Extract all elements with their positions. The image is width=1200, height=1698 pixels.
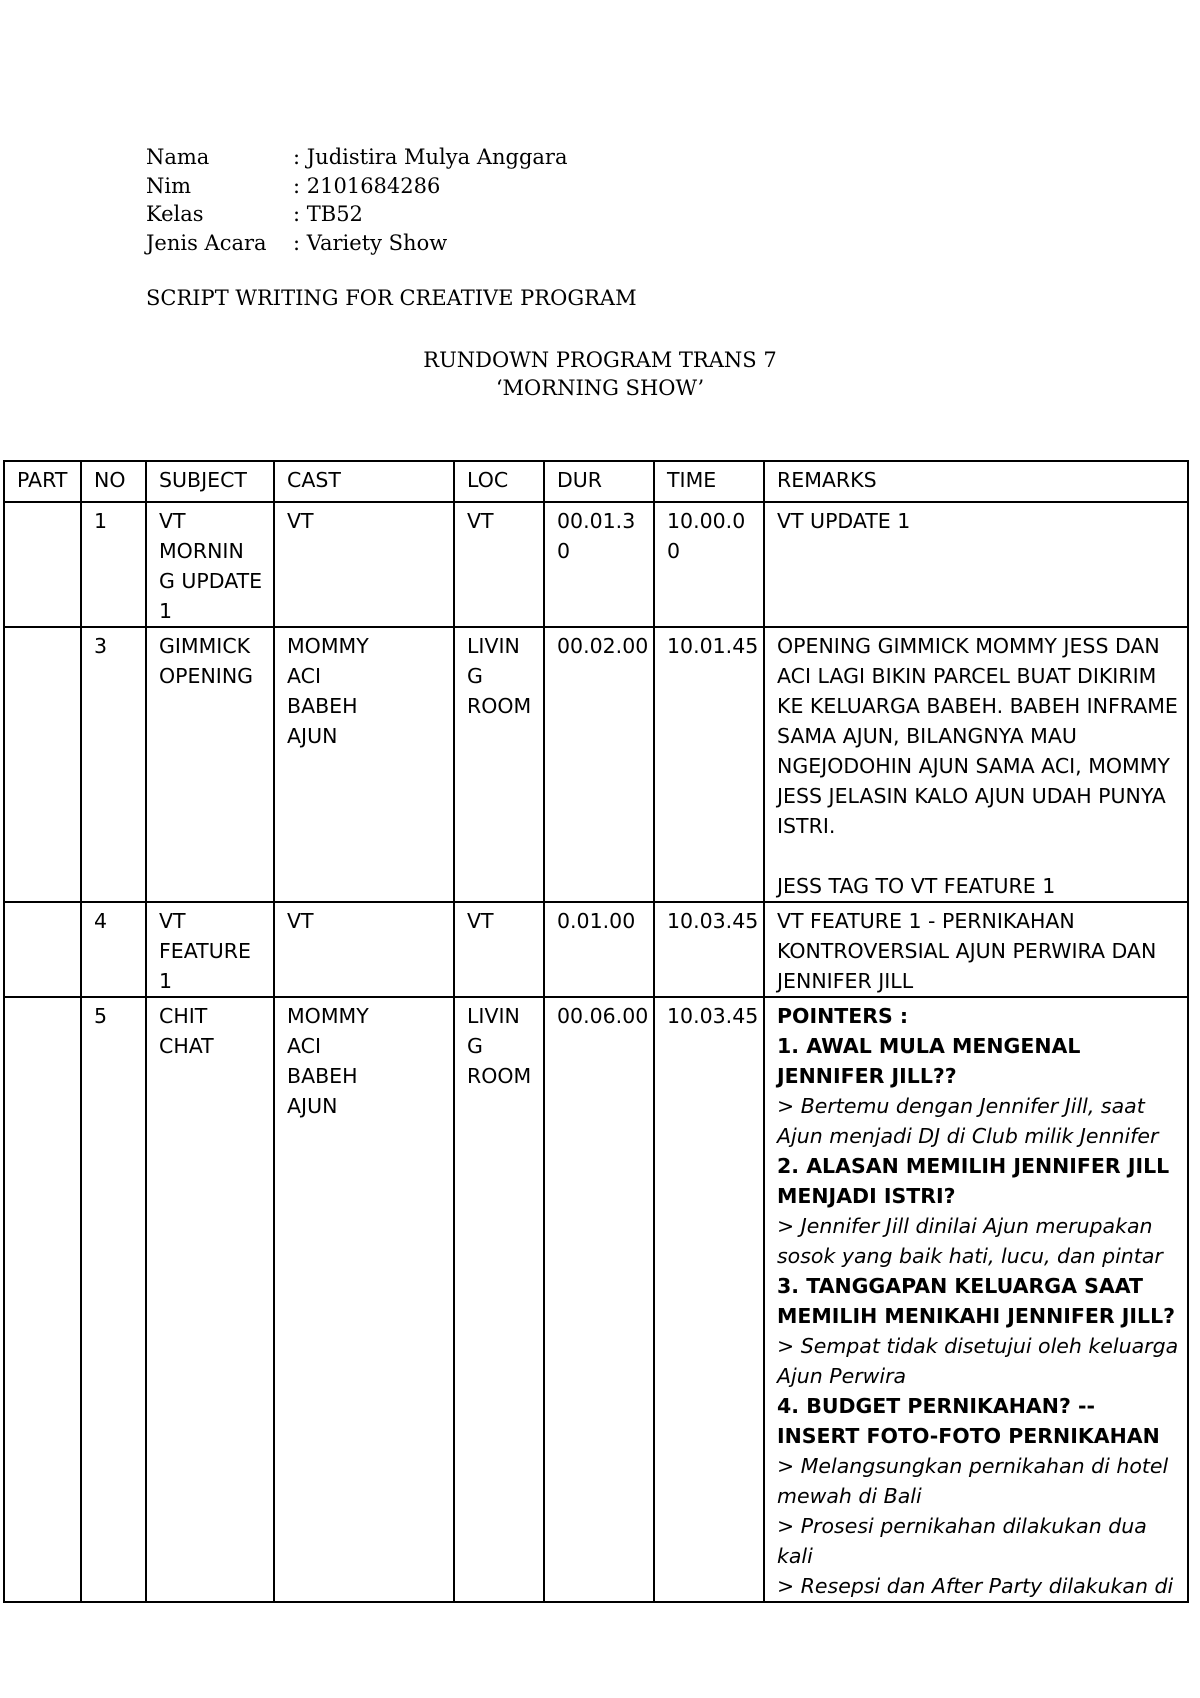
cell-line: CHIT	[159, 1004, 208, 1028]
student-info	[146, 143, 567, 257]
pointer-answer: > Resepsi dan After Party dilakukan di	[777, 1574, 1174, 1598]
cell-subject	[146, 902, 274, 997]
pointer-answer: > Melangsungkan pernikahan di hotel mewah di Bali	[777, 1454, 1169, 1508]
cell-loc	[454, 502, 544, 627]
pointer-answer: > Sempat tidak disetujui oleh keluarga Ajun Perwira	[777, 1334, 1179, 1388]
cell-line: ACI	[287, 664, 322, 688]
info-value: : Variety Show	[293, 230, 448, 255]
info-row-jenis-acara	[146, 229, 567, 258]
cell-line: LIVIN	[467, 634, 520, 658]
info-row-kelas	[146, 200, 567, 229]
cell-line: MOMMY	[287, 634, 369, 658]
cell-remarks	[764, 502, 1188, 627]
cell-line: ACI	[287, 1034, 322, 1058]
cell-no: 5	[81, 997, 146, 1602]
cell-part	[4, 502, 81, 627]
cell-line: 1	[159, 969, 173, 993]
header-cast: CAST	[274, 461, 454, 502]
table-row	[4, 997, 1188, 1602]
cell-line: VT	[159, 909, 186, 933]
cell-line: G	[467, 1034, 483, 1058]
pointers-label: POINTERS :	[777, 1004, 909, 1028]
cell-cast	[274, 997, 454, 1602]
cell-remarks	[764, 997, 1188, 1602]
cell-line: 10.01.45	[667, 634, 759, 658]
cell-line: VT	[159, 509, 186, 533]
table-row	[4, 627, 1188, 902]
header-no: NO	[81, 461, 146, 502]
cell-line: G	[467, 664, 483, 688]
cell-line: VT	[467, 509, 494, 533]
cell-line: 10.03.45	[667, 909, 759, 933]
header-dur: DUR	[544, 461, 654, 502]
cell-line: 10.00.0	[667, 509, 746, 533]
rundown-title	[0, 346, 1200, 402]
cell-line: VT	[287, 909, 314, 933]
pointer-question: 2. ALASAN MEMILIH JENNIFER JILL MENJADI ISTRI?	[777, 1154, 1170, 1208]
cell-subject	[146, 997, 274, 1602]
pointer-answer: > Prosesi pernikahan dilakukan dua kali	[777, 1514, 1147, 1568]
pointer-question: 4. BUDGET PERNIKAHAN? -- INSERT FOTO-FOTO PERNIKAHAN	[777, 1394, 1160, 1448]
pointer-question: 3. TANGGAPAN KELUARGA SAAT MEMILIH MENIKAHI JENNIFER JILL?	[777, 1274, 1176, 1328]
cell-line: AJUN	[287, 1094, 338, 1118]
header-time: TIME	[654, 461, 764, 502]
cell-line: 10.03.45	[667, 1004, 759, 1028]
cell-line: BABEH	[287, 694, 358, 718]
cell-line: 00.02.00	[557, 634, 649, 658]
cell-dur	[544, 997, 654, 1602]
cell-line: OPENING	[159, 664, 254, 688]
cell-line: 00.01.3	[557, 509, 636, 533]
cell-line: LIVIN	[467, 1004, 520, 1028]
cell-cast	[274, 902, 454, 997]
cell-no: 1	[81, 502, 146, 627]
cell-line: MOMMY	[287, 1004, 369, 1028]
cell-line: 00.06.00	[557, 1004, 649, 1028]
cell-cast	[274, 502, 454, 627]
cell-loc	[454, 627, 544, 902]
cell-remarks	[764, 902, 1188, 997]
pointer-answer: > Jennifer Jill dinilai Ajun merupakan sosok yang baik hati, lucu, dan pintar	[777, 1214, 1163, 1268]
info-row-nim	[146, 172, 567, 201]
cell-line: VT FEATURE 1 - PERNIKAHAN KONTROVERSIAL AJUN PERWIRA DAN JENNIFER JILL	[777, 909, 1157, 993]
cell-line: JESS TAG TO VT FEATURE 1	[777, 874, 1056, 898]
cell-line: 1	[159, 599, 173, 623]
rundown-table	[3, 460, 1189, 1603]
cell-time	[654, 627, 764, 902]
cell-time	[654, 997, 764, 1602]
cell-line: AJUN	[287, 724, 338, 748]
cell-line: ROOM	[467, 1064, 532, 1088]
info-label: Jenis Acara	[146, 230, 267, 255]
cell-loc	[454, 902, 544, 997]
info-label: Nama	[146, 145, 210, 169]
header-subject: SUBJECT	[146, 461, 274, 502]
cell-subject	[146, 502, 274, 627]
cell-line: FEATURE	[159, 939, 251, 963]
cell-line: BABEH	[287, 1064, 358, 1088]
table-header-row	[4, 461, 1188, 502]
table-row	[4, 902, 1188, 997]
rundown-title-line-2: ‘MORNING SHOW’	[495, 376, 705, 400]
cell-part	[4, 997, 81, 1602]
cell-line: CHAT	[159, 1034, 214, 1058]
cell-no: 3	[81, 627, 146, 902]
cell-line: VT	[467, 909, 494, 933]
header-remarks: REMARKS	[764, 461, 1188, 502]
cell-dur	[544, 502, 654, 627]
cell-line: 0	[557, 539, 571, 563]
cell-line: 0	[667, 539, 681, 563]
cell-part	[4, 627, 81, 902]
cell-line: VT UPDATE 1	[777, 509, 911, 533]
cell-no: 4	[81, 902, 146, 997]
info-row-nama	[146, 143, 567, 172]
cell-remarks	[764, 627, 1188, 902]
cell-line: G UPDATE	[159, 569, 263, 593]
cell-line: ROOM	[467, 694, 532, 718]
cell-dur	[544, 902, 654, 997]
header-part: PART	[4, 461, 81, 502]
pointer-answer: > Bertemu dengan Jennifer Jill, saat Ajun menjadi DJ di Club milik Jennifer	[777, 1094, 1159, 1148]
cell-line: GIMMICK	[159, 634, 251, 658]
cell-cast	[274, 627, 454, 902]
document-heading: SCRIPT WRITING FOR CREATIVE PROGRAM	[146, 286, 637, 310]
info-value: : Judistira Mulya Anggara	[293, 145, 568, 169]
pointer-question: 1. AWAL MULA MENGENAL JENNIFER JILL??	[777, 1034, 1081, 1088]
cell-time	[654, 502, 764, 627]
table-row	[4, 502, 1188, 627]
cell-time	[654, 902, 764, 997]
cell-line: 0.01.00	[557, 909, 636, 933]
cell-line: MORNIN	[159, 539, 244, 563]
cell-part	[4, 902, 81, 997]
cell-line: OPENING GIMMICK MOMMY JESS DAN ACI LAGI BIKIN PARCEL BUAT DIKIRIM KE KELUARGA BABEH. BABEH INFRAME SAMA AJUN, BILANGNYA MAU NGEJODOHIN AJUN SAMA ACI, MOMMY JESS JELASIN KALO AJUN UDAH PUNYA ISTRI.	[777, 634, 1178, 838]
info-value: : TB52	[293, 202, 363, 226]
info-label: Nim	[146, 173, 192, 198]
info-label: Kelas	[146, 202, 204, 226]
cell-subject	[146, 627, 274, 902]
rundown-title-line-1: RUNDOWN PROGRAM TRANS 7	[423, 348, 777, 372]
cell-loc	[454, 997, 544, 1602]
cell-line: VT	[287, 509, 314, 533]
cell-dur	[544, 627, 654, 902]
info-value: : 2101684286	[293, 173, 441, 198]
header-loc: LOC	[454, 461, 544, 502]
